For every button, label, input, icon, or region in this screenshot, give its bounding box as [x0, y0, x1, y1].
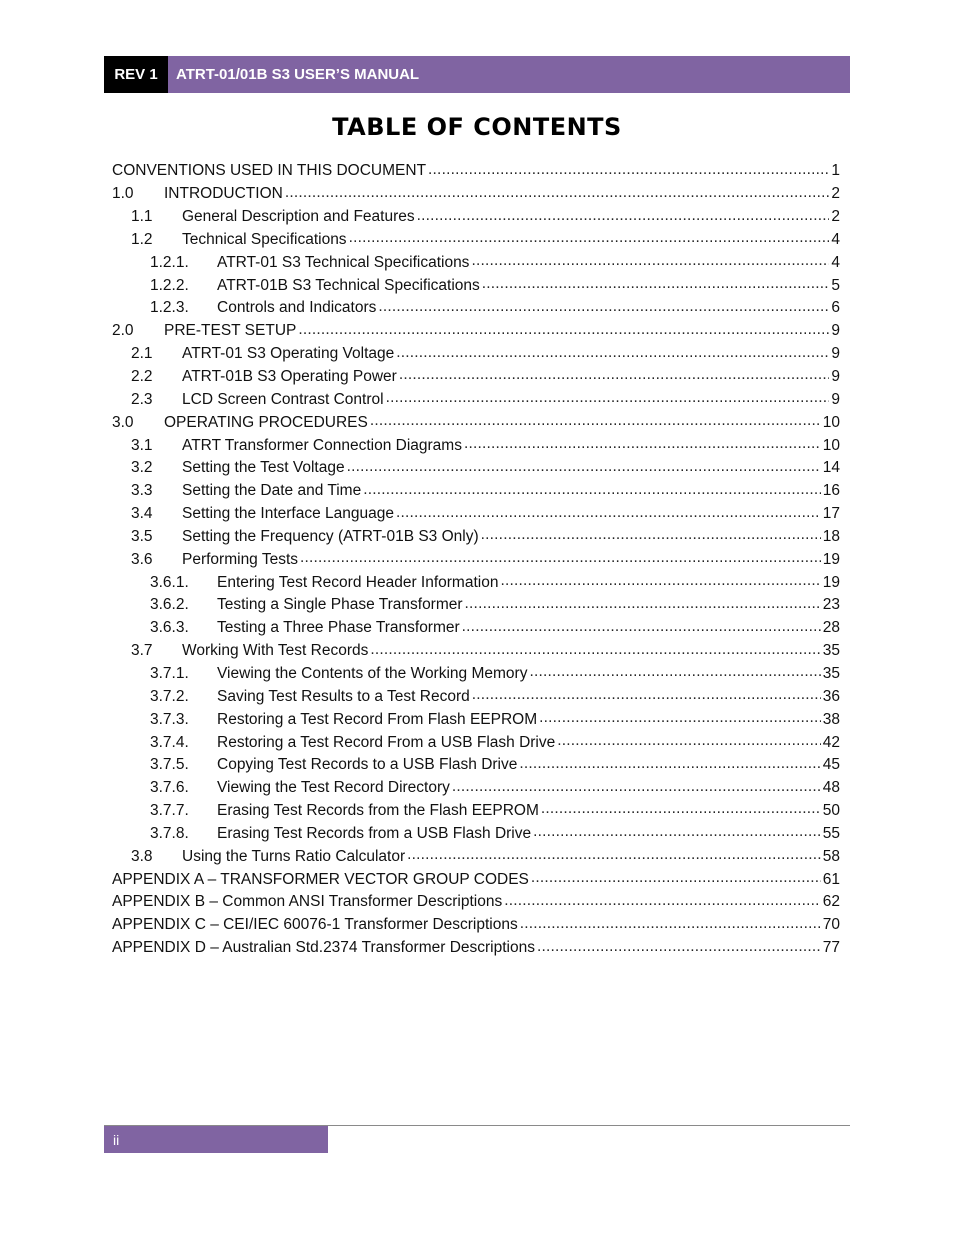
toc-entry-number: 2.1: [131, 345, 153, 363]
toc-entry-page: 1: [831, 162, 840, 180]
toc-entry-number: 3.1: [131, 436, 153, 454]
toc-entry-page: 9: [831, 368, 840, 386]
toc-entry-label: Entering Test Record Header Information: [217, 573, 499, 591]
toc-entry-page: 2: [831, 208, 840, 226]
toc-entry-page: 38: [822, 710, 840, 728]
toc-entry-number: 3.7.1.: [150, 664, 189, 682]
toc-entry-number: 3.6.1.: [150, 573, 189, 591]
toc-entry-page: 48: [822, 779, 840, 797]
toc-entry[interactable]: [112, 548, 840, 571]
toc-entry-label: ATRT Transformer Connection Diagrams: [182, 436, 462, 454]
toc-entry[interactable]: [112, 571, 840, 594]
toc-dot-leader: [349, 229, 830, 252]
toc-entry-number: 3.7.7.: [150, 802, 189, 820]
toc-entry-page: 50: [822, 802, 840, 820]
toc-entry-page: 19: [822, 573, 840, 591]
toc-entry-page: 70: [822, 916, 840, 934]
toc-entry-number: 3.4: [131, 505, 153, 523]
toc-entry-page: 4: [831, 253, 840, 271]
toc-dot-leader: [370, 640, 820, 663]
toc-entry-page: 62: [822, 893, 840, 911]
toc-dot-leader: [396, 503, 821, 526]
toc-entry-page: 16: [822, 482, 840, 500]
toc-entry[interactable]: [112, 457, 840, 480]
toc-entry-page: 10: [822, 436, 840, 454]
toc-entry-label: Controls and Indicators: [217, 299, 377, 317]
toc-entry[interactable]: [112, 708, 840, 731]
toc-entry-label: Restoring a Test Record From a USB Flash Drive: [217, 733, 556, 751]
toc-entry-label: Performing Tests: [182, 550, 299, 568]
toc-dot-leader: [370, 411, 821, 434]
toc-dot-leader: [428, 160, 829, 183]
toc-entry-label: ATRT-01 S3 Operating Voltage: [182, 345, 395, 363]
toc-entry-number: 3.7.8.: [150, 824, 189, 842]
toc-dot-leader: [504, 891, 821, 914]
toc-entry[interactable]: [112, 594, 840, 617]
toc-entry-page: 14: [822, 459, 840, 477]
toc-dot-leader: [465, 594, 821, 617]
toc-entry-label: APPENDIX D – Australian Std.2374 Transformer Descriptions: [112, 939, 535, 957]
toc-entry[interactable]: [112, 640, 840, 663]
table-of-contents: [112, 160, 840, 960]
toc-dot-leader: [533, 822, 821, 845]
toc-entry[interactable]: [112, 617, 840, 640]
toc-entry[interactable]: [112, 366, 840, 389]
toc-dot-leader: [386, 388, 830, 411]
toc-entry-page: 58: [822, 847, 840, 865]
toc-entry-label: Setting the Test Voltage: [182, 459, 345, 477]
toc-entry-number: 3.2: [131, 459, 153, 477]
toc-dot-leader: [482, 274, 830, 297]
toc-entry-page: 35: [822, 642, 840, 660]
toc-entry[interactable]: [112, 731, 840, 754]
toc-entry-page: 17: [822, 505, 840, 523]
toc-entry[interactable]: [112, 274, 840, 297]
toc-entry-page: 42: [822, 733, 840, 751]
toc-entry[interactable]: [112, 343, 840, 366]
toc-entry-label: CONVENTIONS USED IN THIS DOCUMENT: [112, 162, 427, 180]
toc-dot-leader: [557, 731, 821, 754]
toc-entry-label: Viewing the Test Record Directory: [217, 779, 450, 797]
toc-entry-label: Testing a Three Phase Transformer: [217, 619, 460, 637]
toc-entry-number: 3.7.5.: [150, 756, 189, 774]
revision-label: REV 1: [104, 56, 168, 93]
toc-entry-number: 3.7.4.: [150, 733, 189, 751]
toc-entry-page: 9: [831, 322, 840, 340]
toc-entry[interactable]: [112, 411, 840, 434]
toc-entry-page: 2: [831, 185, 840, 203]
toc-entry-page: 35: [822, 664, 840, 682]
toc-entry-number: 3.7: [131, 642, 153, 660]
toc-entry-number: 1.2: [131, 230, 153, 248]
toc-dot-leader: [417, 206, 830, 229]
toc-entry[interactable]: [112, 891, 840, 914]
toc-entry-number: 3.0: [112, 413, 134, 431]
toc-entry-label: Erasing Test Records from the Flash EEPROM: [217, 802, 539, 820]
toc-entry-label: ATRT-01B S3 Operating Power: [182, 368, 397, 386]
toc-entry-label: Setting the Frequency (ATRT-01B S3 Only): [182, 527, 479, 545]
toc-entry[interactable]: [112, 914, 840, 937]
toc-entry-number: 2.2: [131, 368, 153, 386]
toc-entry-page: 45: [822, 756, 840, 774]
toc-dot-leader: [531, 868, 821, 891]
toc-entry-page: 28: [822, 619, 840, 637]
toc-dot-leader: [537, 937, 821, 960]
toc-entry-number: 2.0: [112, 322, 134, 340]
toc-entry-number: 3.6.3.: [150, 619, 189, 637]
toc-dot-leader: [396, 343, 829, 366]
toc-entry-page: 5: [831, 276, 840, 294]
toc-entry-number: 3.3: [131, 482, 153, 500]
toc-entry-label: INTRODUCTION: [164, 185, 283, 203]
toc-entry-label: Technical Specifications: [182, 230, 347, 248]
page-title: TABLE OF CONTENTS: [332, 113, 622, 141]
toc-entry-label: Saving Test Results to a Test Record: [217, 687, 470, 705]
toc-dot-leader: [347, 457, 821, 480]
toc-entry-number: 1.1: [131, 208, 153, 226]
toc-entry[interactable]: [112, 937, 840, 960]
toc-entry[interactable]: [112, 503, 840, 526]
toc-entry[interactable]: [112, 388, 840, 411]
toc-dot-leader: [520, 914, 821, 937]
toc-entry-page: 19: [822, 550, 840, 568]
toc-entry[interactable]: [112, 183, 840, 206]
toc-entry-number: 1.2.1.: [150, 253, 189, 271]
toc-entry-page: 61: [822, 870, 840, 888]
toc-entry[interactable]: [112, 754, 840, 777]
toc-dot-leader: [300, 548, 821, 571]
toc-entry-label: Testing a Single Phase Transformer: [217, 596, 463, 614]
toc-entry-number: 1.2.2.: [150, 276, 189, 294]
toc-dot-leader: [472, 685, 821, 708]
toc-entry[interactable]: [112, 434, 840, 457]
toc-dot-leader: [363, 480, 821, 503]
toc-entry-page: 6: [831, 299, 840, 317]
toc-entry-label: Copying Test Records to a USB Flash Drive: [217, 756, 518, 774]
toc-entry-page: 36: [822, 687, 840, 705]
toc-entry[interactable]: [112, 868, 840, 891]
toc-entry-label: Using the Turns Ratio Calculator: [182, 847, 406, 865]
toc-dot-leader: [407, 845, 821, 868]
toc-entry-number: 1.2.3.: [150, 299, 189, 317]
toc-entry-page: 18: [822, 527, 840, 545]
toc-dot-leader: [519, 754, 820, 777]
toc-entry[interactable]: [112, 229, 840, 252]
toc-entry[interactable]: [112, 800, 840, 823]
toc-entry-label: Working With Test Records: [182, 642, 369, 660]
toc-entry-number: 3.7.2.: [150, 687, 189, 705]
toc-entry[interactable]: [112, 685, 840, 708]
toc-entry-page: 9: [831, 345, 840, 363]
toc-entry-page: 9: [831, 390, 840, 408]
toc-dot-leader: [462, 617, 821, 640]
toc-entry-label: Setting the Date and Time: [182, 482, 362, 500]
toc-entry-label: APPENDIX A – TRANSFORMER VECTOR GROUP CODES: [112, 870, 529, 888]
toc-entry-label: Restoring a Test Record From Flash EEPROM: [217, 710, 538, 728]
toc-entry-label: OPERATING PROCEDURES: [164, 413, 368, 431]
toc-entry-page: 23: [822, 596, 840, 614]
toc-dot-leader: [285, 183, 830, 206]
toc-dot-leader: [298, 320, 829, 343]
toc-entry[interactable]: [112, 777, 840, 800]
footer-page-number: ii: [104, 1126, 328, 1153]
toc-dot-leader: [539, 708, 821, 731]
toc-entry-label: Setting the Interface Language: [182, 505, 394, 523]
toc-dot-leader: [500, 571, 820, 594]
toc-entry-number: 3.5: [131, 527, 153, 545]
toc-entry[interactable]: [112, 822, 840, 845]
toc-entry-page: 77: [822, 939, 840, 957]
toc-dot-leader: [529, 663, 820, 686]
toc-entry-label: Erasing Test Records from a USB Flash Drive: [217, 824, 532, 842]
toc-entry[interactable]: [112, 297, 840, 320]
toc-entry-number: 2.3: [131, 390, 153, 408]
toc-entry[interactable]: [112, 160, 840, 183]
page-header: [104, 56, 850, 93]
toc-entry-number: 3.7.3.: [150, 710, 189, 728]
toc-dot-leader: [541, 800, 821, 823]
toc-entry-page: 55: [822, 824, 840, 842]
toc-entry-label: ATRT-01B S3 Technical Specifications: [217, 276, 480, 294]
toc-dot-leader: [399, 366, 830, 389]
toc-entry-label: Viewing the Contents of the Working Memory: [217, 664, 528, 682]
toc-entry-number: 3.6: [131, 550, 153, 568]
toc-entry-label: LCD Screen Contrast Control: [182, 390, 384, 408]
toc-entry-label: APPENDIX B – Common ANSI Transformer Descriptions: [112, 893, 503, 911]
toc-entry-label: General Description and Features: [182, 208, 415, 226]
toc-dot-leader: [481, 526, 821, 549]
toc-entry[interactable]: [112, 845, 840, 868]
toc-dot-leader: [452, 777, 821, 800]
toc-entry-label: PRE-TEST SETUP: [164, 322, 297, 340]
toc-entry-label: ATRT-01 S3 Technical Specifications: [217, 253, 470, 271]
toc-entry-number: 3.6.2.: [150, 596, 189, 614]
toc-dot-leader: [378, 297, 829, 320]
toc-entry[interactable]: [112, 320, 840, 343]
toc-entry-number: 1.0: [112, 185, 134, 203]
toc-entry-page: 4: [831, 230, 840, 248]
toc-entry-page: 10: [822, 413, 840, 431]
manual-title: ATRT-01/01B S3 USER’S MANUAL: [168, 56, 850, 93]
toc-entry-number: 3.7.6.: [150, 779, 189, 797]
toc-entry[interactable]: [112, 480, 840, 503]
toc-entry[interactable]: [112, 206, 840, 229]
toc-entry[interactable]: [112, 663, 840, 686]
toc-entry[interactable]: [112, 526, 840, 549]
toc-dot-leader: [471, 251, 829, 274]
toc-entry-number: 3.8: [131, 847, 153, 865]
toc-dot-leader: [464, 434, 821, 457]
toc-entry[interactable]: [112, 251, 840, 274]
toc-entry-label: APPENDIX C – CEI/IEC 60076-1 Transformer Descriptions: [112, 916, 518, 934]
